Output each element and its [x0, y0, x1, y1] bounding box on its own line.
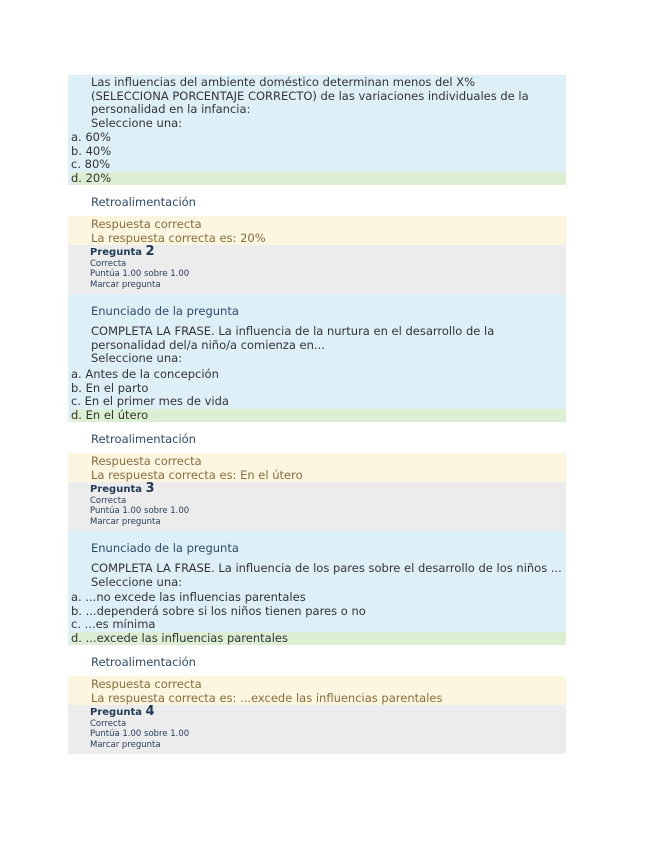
question-1-feedback-title: Retroalimentación	[68, 194, 566, 216]
question-2-label: Pregunta	[90, 247, 142, 258]
question-3-option-d[interactable]: d. ...excede las influencias parentales	[71, 632, 566, 646]
question-1-text	[68, 75, 566, 131]
question-1-feedback-status: Respuesta correcta	[91, 217, 202, 231]
question-3-info	[68, 482, 566, 531]
question-1-option-d[interactable]: d. 20%	[71, 172, 566, 186]
question-3-feedback	[68, 676, 566, 705]
question-2-info	[68, 245, 566, 294]
question-2-feedback	[68, 453, 566, 482]
question-1-feedback-answer: La respuesta correcta es: 20%	[91, 230, 266, 245]
question-3-text	[68, 557, 566, 591]
question-4-info	[68, 705, 566, 754]
question-3-flag-link[interactable]: Marcar pregunta	[90, 516, 161, 527]
question-2-feedback-answer: La respuesta correcta es: En el útero	[91, 467, 303, 482]
question-2-option-a[interactable]: a. Antes de la concepción	[71, 367, 219, 381]
question-3-feedback-answer: La respuesta correcta es: ...excede las influencias parentales	[91, 690, 443, 705]
question-1-option-b[interactable]: b. 40%	[71, 143, 112, 158]
question-4-heading	[90, 704, 566, 719]
question-2-option-c[interactable]: c. En el primer mes de vida	[71, 394, 229, 409]
question-1-options	[68, 131, 566, 185]
question-4-state: Correcta	[90, 718, 127, 729]
question-3-options	[68, 591, 566, 645]
question-1-statement: Las influencias del ambiente doméstico determinan menos del X% (SELECCIONA PORCENTAJE CORRECTO) de las variaciones individuales de la personalidad en la infancia:	[91, 75, 529, 116]
question-2-option-b[interactable]: b. En el parto	[71, 380, 149, 395]
question-2-heading	[90, 244, 566, 259]
question-4-flag-link[interactable]: Marcar pregunta	[90, 739, 161, 750]
question-3-state: Correcta	[90, 495, 127, 506]
question-4-number: 4	[145, 704, 155, 719]
question-3-label: Pregunta	[90, 484, 142, 495]
question-2-number: 2	[145, 244, 155, 259]
question-2-grade: Puntúa 1.00 sobre 1.00	[90, 269, 190, 279]
question-2-statement-title: Enunciado de la pregunta	[68, 294, 566, 320]
question-1-feedback	[68, 216, 566, 245]
question-3-option-b[interactable]: b. ...dependerá sobre si los niños tienen pares o no	[71, 603, 366, 618]
question-3-feedback-title: Retroalimentación	[68, 654, 566, 676]
question-3-statement-title: Enunciado de la pregunta	[68, 531, 566, 557]
question-1-option-a[interactable]: a. 60%	[71, 130, 111, 144]
question-2-text	[68, 320, 566, 368]
question-4-grade: Puntúa 1.00 sobre 1.00	[90, 729, 190, 739]
question-2-option-d[interactable]: d. En el útero	[71, 409, 566, 423]
question-3-option-a[interactable]: a. ...no excede las influencias parentales	[71, 590, 306, 604]
question-2-state: Correcta	[90, 258, 127, 269]
question-2-select-label: Seleccione una:	[91, 351, 183, 365]
question-1-option-c[interactable]: c. 80%	[71, 157, 111, 172]
question-3-select-label: Seleccione una:	[91, 574, 183, 589]
question-2-options	[68, 368, 566, 422]
question-3-statement: COMPLETA LA FRASE. La influencia de los pares sobre el desarrollo de los niños ...	[91, 561, 562, 575]
question-3-number: 3	[145, 481, 155, 496]
question-3-grade: Puntúa 1.00 sobre 1.00	[90, 506, 190, 516]
question-3-heading	[90, 481, 566, 496]
question-4-label: Pregunta	[90, 707, 142, 718]
question-2-feedback-status: Respuesta correcta	[91, 454, 202, 468]
question-1-select-label: Seleccione una:	[91, 115, 183, 130]
question-2-statement: COMPLETA LA FRASE. La influencia de la nurtura en el desarrollo de la personalidad del/a niño/a comienza en...	[91, 324, 495, 352]
question-2-feedback-title: Retroalimentación	[68, 431, 566, 453]
question-2-flag-link[interactable]: Marcar pregunta	[90, 279, 161, 290]
question-3-feedback-status: Respuesta correcta	[91, 677, 202, 691]
question-3-option-c[interactable]: c. ...es mínima	[71, 617, 156, 632]
